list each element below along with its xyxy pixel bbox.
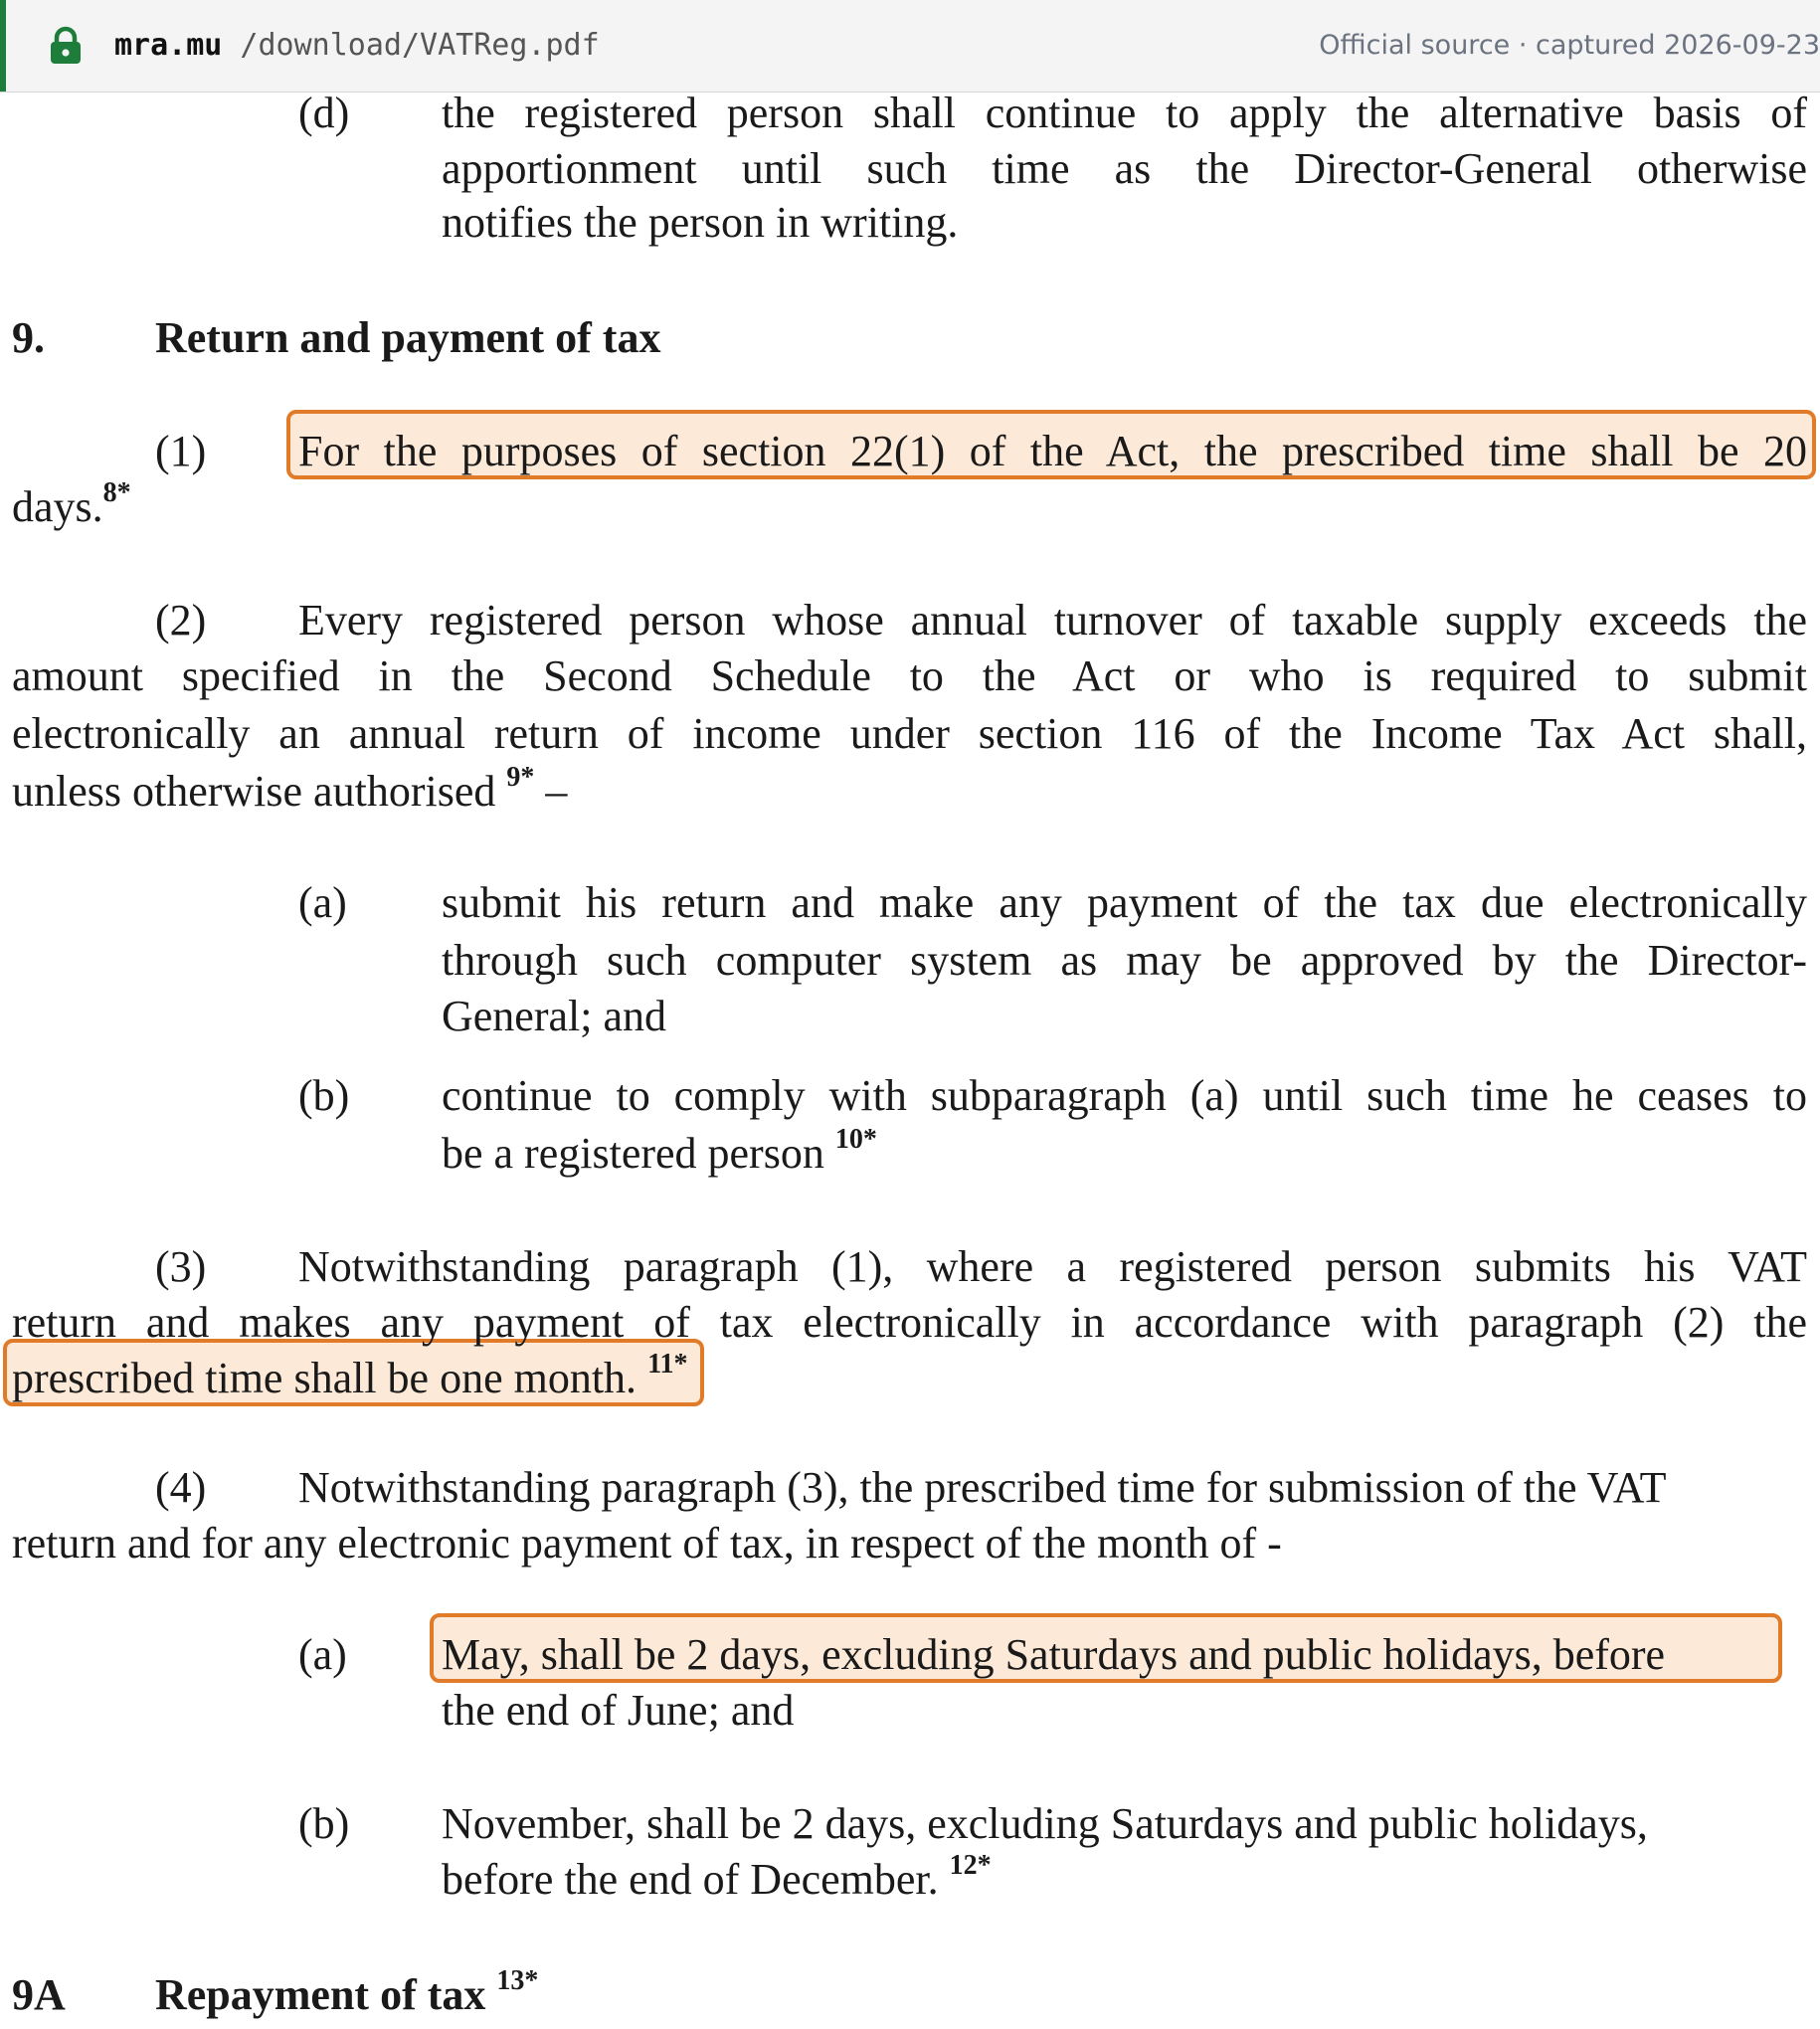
para-1-line-2-text: days. xyxy=(12,482,103,531)
item-d-line-2: apportionment until such time as the Director-General otherwise xyxy=(442,144,1807,193)
para-2-line-4-text: unless otherwise authorised xyxy=(12,767,496,816)
para-2-line-1: Every registered person whose annual turnover of taxable supply exceeds the xyxy=(298,596,1807,645)
para-2b-label: (b) xyxy=(298,1071,350,1120)
para-3-line-3 xyxy=(12,1351,688,1406)
footnote-ref-10[interactable]: 10* xyxy=(834,1124,877,1155)
footnote-ref-12[interactable]: 12* xyxy=(949,1850,992,1881)
para-4b-label: (b) xyxy=(298,1799,350,1848)
footnote-ref-11[interactable]: 11* xyxy=(647,1349,688,1380)
para-4b-line-2 xyxy=(442,1852,992,1908)
para-1-label: (1) xyxy=(155,427,207,475)
footnote-ref-9[interactable]: 9* xyxy=(506,762,535,793)
para-3-line-2: return and makes any payment of tax electronically in accordance with paragraph (2) the xyxy=(12,1298,1807,1347)
para-2a-label: (a) xyxy=(298,878,347,927)
capture-meta: Official source · captured 2026-09-23 xyxy=(1319,30,1820,61)
para-4a-line-1: May, shall be 2 days, excluding Saturdays and public holidays, before xyxy=(442,1630,1666,1679)
para-2-line-3: electronically an annual return of income under section 116 of the Income Tax Act shall, xyxy=(12,709,1807,758)
para-2a-line-2: through such computer system as may be approved by the Director- xyxy=(442,936,1807,985)
para-4a-line-2: the end of June; and xyxy=(442,1686,795,1735)
para-2b-line-2-text: be a registered person xyxy=(442,1129,824,1178)
para-1-line-2 xyxy=(12,479,131,535)
para-2-line-4 xyxy=(12,764,567,820)
para-1-line-1: For the purposes of section 22(1) of the Act, the prescribed time shall be 20 xyxy=(298,427,1807,475)
para-2-line-2: amount specified in the Second Schedule to the Act or who is required to submit xyxy=(12,651,1807,700)
para-3-line-3-text: prescribed time shall be one month. xyxy=(12,1354,637,1402)
section-9-title: Return and payment of tax xyxy=(155,313,661,362)
item-d-line-1: the registered person shall continue to apply the alternative basis of xyxy=(442,89,1807,137)
para-3-line-1: Notwithstanding paragraph (1), where a registered person submits his VAT xyxy=(298,1242,1807,1291)
url-path: /download/VATReg.pdf xyxy=(222,28,600,63)
para-2a-line-1: submit his return and make any payment of the tax due electronically xyxy=(442,878,1807,927)
url-domain: mra.mu xyxy=(114,28,223,63)
para-4b-line-1: November, shall be 2 days, excluding Saturdays and public holidays, xyxy=(442,1799,1648,1848)
para-4-label: (4) xyxy=(155,1463,207,1512)
para-2-line-4-end: – xyxy=(534,767,568,816)
para-2b-line-2 xyxy=(442,1126,877,1182)
para-4b-line-2-text: before the end of December. xyxy=(442,1855,939,1904)
section-9-number: 9. xyxy=(12,313,45,362)
para-4-line-2: return and for any electronic payment of tax, in respect of the month of - xyxy=(12,1519,1282,1568)
footnote-ref-8[interactable]: 8* xyxy=(102,477,131,508)
section-9a-title-row xyxy=(155,1967,538,2023)
item-d-label: (d) xyxy=(298,89,350,137)
para-3-label: (3) xyxy=(155,1242,207,1291)
para-4-line-1: Notwithstanding paragraph (3), the prescribed time for submission of the VAT xyxy=(298,1463,1667,1512)
para-2-label: (2) xyxy=(155,596,207,645)
para-2b-line-1: continue to comply with subparagraph (a) until such time he ceases to xyxy=(442,1071,1807,1120)
para-4a-label: (a) xyxy=(298,1630,347,1679)
para-2a-line-3: General; and xyxy=(442,992,666,1040)
section-9a-title: Repayment of tax xyxy=(155,1970,486,2019)
section-9a-number: 9A xyxy=(12,1970,66,2019)
footnote-ref-13[interactable]: 13* xyxy=(496,1965,539,1996)
item-d-line-3: notifies the person in writing. xyxy=(442,198,959,247)
